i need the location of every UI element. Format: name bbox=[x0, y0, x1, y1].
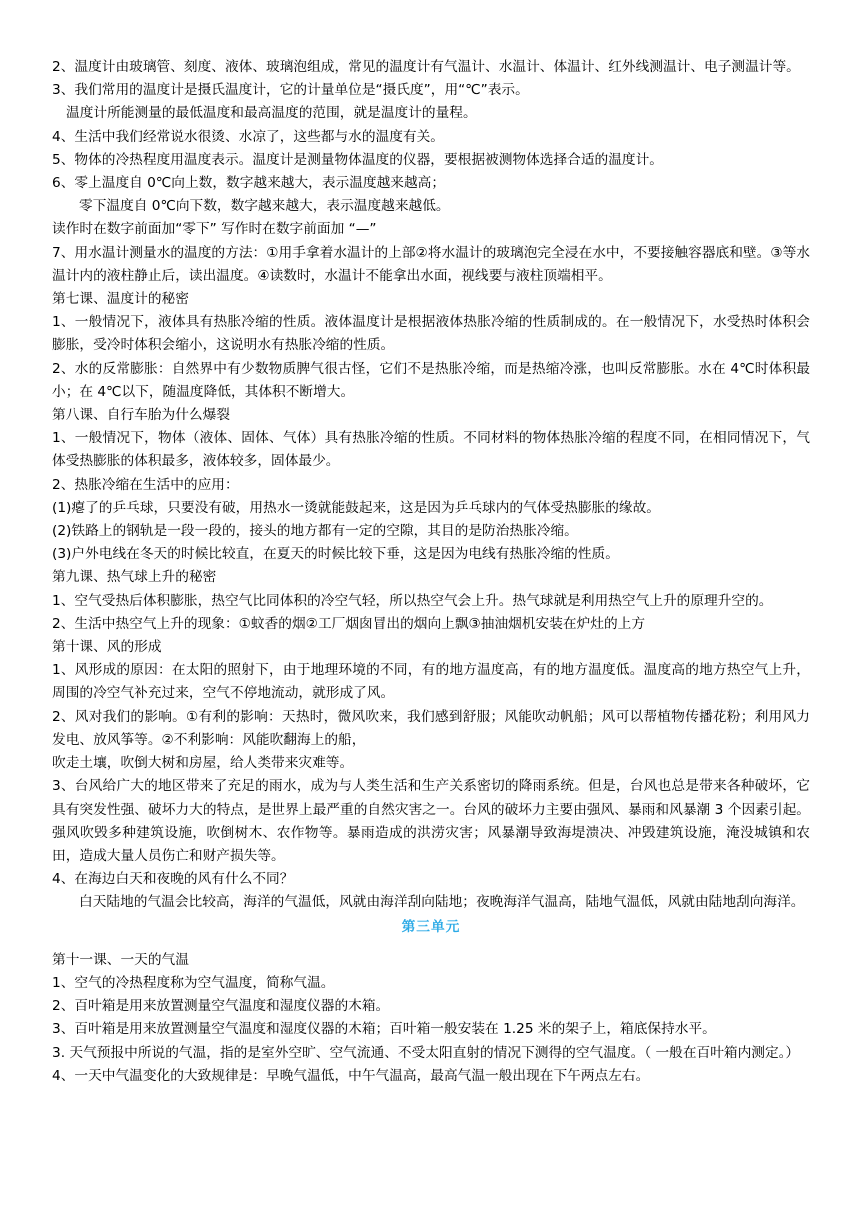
notes-section-unit-three bbox=[52, 949, 810, 1088]
paragraph: 4、在海边白天和夜晚的风有什么不同？ bbox=[52, 871, 294, 888]
paragraph: (2)铁路上的钢轨是一段一段的，接头的地方都有一定的空隙，其目的是防治热胀冷缩。 bbox=[52, 523, 578, 540]
lesson-heading: 第七课、温度计的秘密 bbox=[52, 291, 189, 308]
paragraph: 2、百叶箱是用来放置测量空气温度和湿度仪器的木箱。 bbox=[52, 998, 390, 1015]
unit-title: 第三单元 bbox=[401, 918, 461, 935]
paragraph: (3)户外电线在冬天的时候比较直，在夏天的时候比较下垂，这是因为电线有热胀冷缩的性质。 bbox=[52, 546, 619, 563]
paragraph: 5、物体的冷热程度用温度表示。温度计是测量物体温度的仪器，要根据被测物体选择合适的温度计。 bbox=[52, 151, 663, 168]
lesson-heading: 第十一课、一天的气温 bbox=[52, 951, 189, 968]
spacer bbox=[52, 939, 810, 949]
paragraph: 3. 天气预报中所说的气温，指的是室外空旷、空气流通、不受太阳直射的情况下测得的空气温度。（ 一般在百叶箱内测定。） bbox=[52, 1044, 800, 1061]
lesson-heading: 第十课、风的形成 bbox=[52, 639, 162, 656]
paragraph: (1)瘪了的乒乓球，只要没有破，用热水一烫就能鼓起来，这是因为乒乓球内的气体受热膨胀的缘故。 bbox=[52, 499, 660, 516]
paragraph: 4、生活中我们经常说水很烫、水凉了，这些都与水的温度有关。 bbox=[52, 128, 444, 145]
paragraph: 零下温度自 0℃向下数，数字越来越大，表示温度越来越低。 bbox=[79, 198, 450, 215]
paragraph: 3、台风给广大的地区带来了充足的雨水，成为与人类生活和生产关系密切的降雨系统。但是，台风也总是带来各种破坏，它具有突发性强、破坏力大的特点，是世界上最严重的自然灾害之一。台风的破坏力主要由强风、暴雨和风暴潮 3 个因素引起。强风吹毁多种建筑设施，吹倒树木、农作物等。暴雨造成的洪涝灾害；风暴潮导致海堤溃决、冲毁建筑设施，淹没城镇和农田，造成大量人员伤亡和财产损失等。 bbox=[52, 778, 810, 864]
paragraph: 1、空气受热后体积膨胀，热空气比同体积的冷空气轻，所以热空气会上升。热气球就是利用热空气上升的原理升空的。 bbox=[52, 592, 773, 609]
paragraph: 2、水的反常膨胀：自然界中有少数物质脾气很古怪，它们不是热胀冷缩，而是热缩冷涨，也叫反常膨胀。水在 4℃时体积最小；在 4℃以下，随温度降低，其体积不断增大。 bbox=[52, 360, 810, 400]
paragraph: 2、热胀冷缩在生活中的应用： bbox=[52, 476, 239, 493]
paragraph: 白天陆地的气温会比较高，海洋的气温低，风就由海洋刮向陆地；夜晚海洋气温高，陆地气温低，风就由陆地刮向海洋。 bbox=[79, 894, 805, 911]
paragraph: 4、一天中气温变化的大致规律是：早晚气温低，中午气温高，最高气温一般出现在下午两点左右。 bbox=[52, 1067, 650, 1084]
paragraph: 读作时在数字前面加“零下” 写作时在数字前面加 “—” bbox=[52, 221, 377, 238]
paragraph: 2、生活中热空气上升的现象：①蚊香的烟②工厂烟囱冒出的烟向上飘③抽油烟机安装在炉灶的上方 bbox=[52, 615, 646, 632]
paragraph: 温度计所能测量的最低温度和最高温度的范围，就是温度计的量程。 bbox=[66, 105, 477, 122]
paragraph: 1、风形成的原因：在太阳的照射下，由于地理环境的不同，有的地方温度高，有的地方温度低。温度高的地方热空气上升，周围的冷空气补充过来，空气不停地流动，就形成了风。 bbox=[52, 662, 810, 702]
paragraph: 3、百叶箱是用来放置测量空气温度和湿度仪器的木箱；百叶箱一般安装在 1.25 米的架子上，箱底保持水平。 bbox=[52, 1021, 716, 1038]
paragraph: 1、一般情况下，液体具有热胀冷缩的性质。液体温度计是根据液体热胀冷缩的性质制成的。在一般情况下，水受热时体积会膨胀，受冷时体积会缩小，这说明水有热胀冷缩的性质。 bbox=[52, 314, 810, 354]
paragraph: 2、风对我们的影响。①有利的影响：天热时，微风吹来，我们感到舒服；风能吹动帆船；风可以帮植物传播花粉；利用风力发电、放风筝等。②不利影响：风能吹翻海上的船， bbox=[52, 708, 810, 748]
paragraph: 7、用水温计测量水的温度的方法：①用手拿着水温计的上部②将水温计的玻璃泡完全浸在水中，不要接触容器底和壁。③等水温计内的液柱静止后，读出温度。④读数时，水温计不能拿出水面，视线要与液柱顶端相平。 bbox=[52, 244, 810, 284]
paragraph: 1、一般情况下，物体（液体、固体、气体）具有热胀冷缩的性质。不同材料的物体热胀冷缩的程度不同，在相同情况下，气体受热膨胀的体积最多，液体较多，固体最少。 bbox=[52, 430, 810, 470]
lesson-heading: 第八课、自行车胎为什么爆裂 bbox=[52, 407, 230, 424]
paragraph: 3、我们常用的温度计是摄氏温度计，它的计量单位是“摄氏度”，用“℃”表示。 bbox=[52, 82, 529, 99]
notes-section-unit-two bbox=[52, 56, 810, 915]
paragraph: 2、温度计由玻璃管、刻度、液体、玻璃泡组成，常见的温度计有气温计、水温计、体温计、红外线测温计、电子测温计等。 bbox=[52, 59, 800, 75]
paragraph: 6、零上温度自 0℃向上数，数字越来越大，表示温度越来越高； bbox=[52, 175, 446, 192]
paragraph: 吹走土壤，吹倒大树和房屋，给人类带来灾难等。 bbox=[52, 755, 354, 772]
paragraph: 1、空气的冷热程度称为空气温度，简称气温。 bbox=[52, 974, 335, 991]
lesson-heading: 第九课、热气球上升的秘密 bbox=[52, 569, 217, 586]
